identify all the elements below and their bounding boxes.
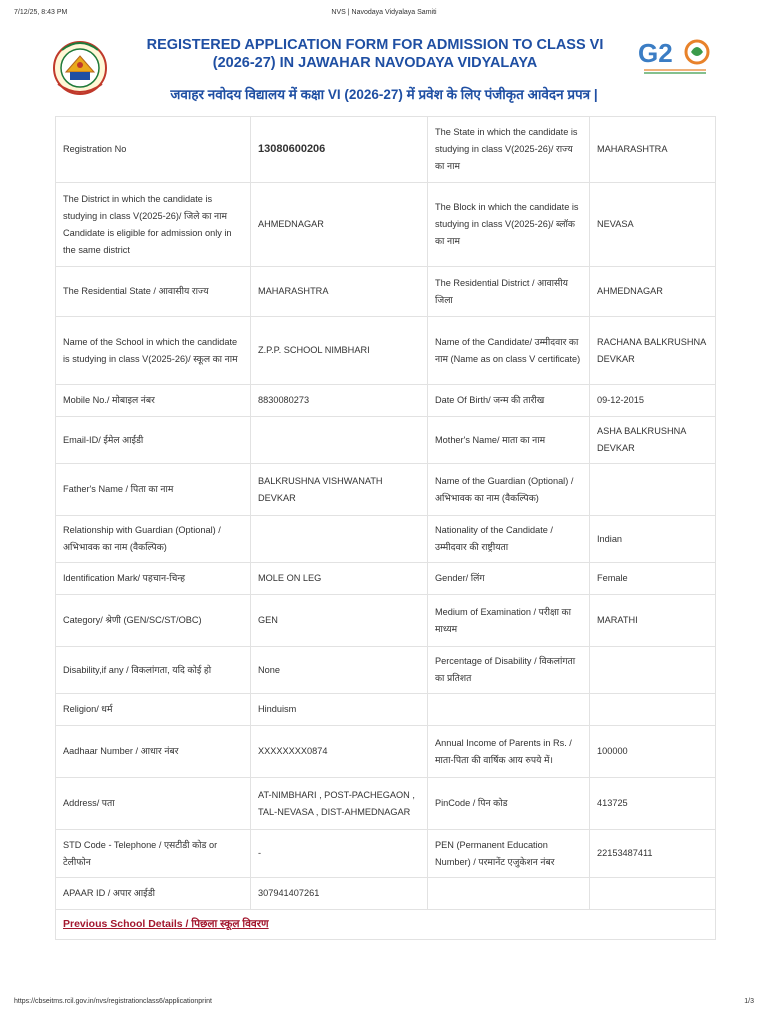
field-label: Father's Name / पिता का नाम — [56, 464, 251, 516]
field-value: MAHARASHTRA — [590, 117, 716, 183]
field-value: AHMEDNAGAR — [590, 267, 716, 317]
field-label: Aadhaar Number / आधार नंबर — [56, 726, 251, 778]
field-label: Name of the School in which the candidate is studying in class V(2025-26)/ स्कूल का नाम — [56, 317, 251, 385]
field-value: 22153487411 — [590, 830, 716, 878]
print-header — [14, 9, 754, 21]
field-value — [590, 694, 716, 726]
form-row — [56, 595, 716, 647]
print-datetime: 7/12/25, 8:43 PM — [14, 9, 68, 16]
field-label: Category/ श्रेणी (GEN/SC/ST/OBC) — [56, 595, 251, 647]
field-label: Name of the Candidate/ उम्मीदवार का नाम (Name as on class V certificate) — [428, 317, 590, 385]
field-label: Registration No — [56, 117, 251, 183]
field-label: The Residential State / आवासीय राज्य — [56, 267, 251, 317]
field-label: Medium of Examination / परीक्षा का माध्यम — [428, 595, 590, 647]
application-form-table — [55, 116, 716, 940]
field-label: PinCode / पिन कोड — [428, 778, 590, 830]
field-value: XXXXXXXX0874 — [251, 726, 428, 778]
field-label: Gender/ लिंग — [428, 563, 590, 595]
field-value: RACHANA BALKRUSHNA DEVKAR — [590, 317, 716, 385]
field-value: MARATHI — [590, 595, 716, 647]
field-label: The Block in which the candidate is studying in class V(2025-26)/ ब्लॉक का नाम — [428, 183, 590, 267]
field-label: The District in which the candidate is studying in class V(2025-26)/ जिले का नाम Candidate is eligible for admission only in the same district — [56, 183, 251, 267]
field-label: The State in which the candidate is studying in class V(2025-26)/ राज्य का नाम — [428, 117, 590, 183]
field-label: The Residential District / आवासीय जिला — [428, 267, 590, 317]
form-row — [56, 830, 716, 878]
form-row — [56, 267, 716, 317]
field-value: 307941407261 — [251, 878, 428, 910]
field-label: Disability,if any / विकलांगता, यदि कोई हो — [56, 647, 251, 694]
field-label: Identification Mark/ पहचान-चिन्ह — [56, 563, 251, 595]
field-value: 13080600206 — [251, 117, 428, 183]
field-value: ASHA BALKRUSHNA DEVKAR — [590, 417, 716, 464]
form-row — [56, 464, 716, 516]
field-label: Mother's Name/ माता का नाम — [428, 417, 590, 464]
previous-school-details-link[interactable]: Previous School Details / पिछला स्कूल विवरण — [63, 918, 269, 930]
field-value — [590, 647, 716, 694]
g20-logo-icon — [636, 34, 716, 78]
field-value: AT-NIMBHARI , POST-PACHEGAON , TAL-NEVASA , DIST-AHMEDNAGAR — [251, 778, 428, 830]
print-page-number: 1/3 — [744, 998, 754, 1005]
field-value: Hinduism — [251, 694, 428, 726]
field-label: Nationality of the Candidate / उम्मीदवार की राष्ट्रीयता — [428, 516, 590, 563]
field-label: STD Code - Telephone / एसटीडी कोड or टेलीफोन — [56, 830, 251, 878]
field-value: 8830080273 — [251, 385, 428, 417]
field-value: BALKRUSHNA VISHWANATH DEVKAR — [251, 464, 428, 516]
form-row — [56, 183, 716, 267]
field-label: Address/ पता — [56, 778, 251, 830]
print-footer — [14, 998, 754, 1010]
form-title-english: REGISTERED APPLICATION FORM FOR ADMISSION TO CLASS VI (2026-27) IN JAWAHAR NAVODAYA VIDYALAYA — [146, 37, 604, 71]
form-title-hindi: जवाहर नवोदय विद्यालय में कक्षा VI (2026-27) में प्रवेश के लिए पंजीकृत आवेदन प्रपत्र | — [170, 87, 598, 102]
field-label: Religion/ धर्म — [56, 694, 251, 726]
field-label: Email-ID/ ईमेल आईडी — [56, 417, 251, 464]
field-label: Percentage of Disability / विकलांगता का प्रतिशत — [428, 647, 590, 694]
form-row — [56, 385, 716, 417]
form-row — [56, 417, 716, 464]
print-url: https://cbseitms.rcil.gov.in/nvs/registrationclass6/applicationprint — [14, 998, 212, 1005]
field-value — [251, 516, 428, 563]
print-page-title: NVS | Navodaya Vidyalaya Samiti — [331, 9, 437, 16]
field-value: AHMEDNAGAR — [251, 183, 428, 267]
field-value: None — [251, 647, 428, 694]
form-row — [56, 778, 716, 830]
field-value: MOLE ON LEG — [251, 563, 428, 595]
form-row — [56, 878, 716, 910]
field-value: 100000 — [590, 726, 716, 778]
field-value: Indian — [590, 516, 716, 563]
form-row — [56, 726, 716, 778]
field-label: APAAR ID / अपार आईडी — [56, 878, 251, 910]
field-value: NEVASA — [590, 183, 716, 267]
field-value — [590, 878, 716, 910]
form-row — [56, 694, 716, 726]
form-row — [56, 117, 716, 183]
field-value: - — [251, 830, 428, 878]
field-value: MAHARASHTRA — [251, 267, 428, 317]
field-value — [251, 417, 428, 464]
field-label: Relationship with Guardian (Optional) / अभिभावक का नाम (वैकल्पिक) — [56, 516, 251, 563]
field-label — [428, 878, 590, 910]
field-value — [590, 464, 716, 516]
field-label: Name of the Guardian (Optional) / अभिभावक का नाम (वैकल्पिक) — [428, 464, 590, 516]
form-row — [56, 563, 716, 595]
field-value: 413725 — [590, 778, 716, 830]
form-row — [56, 317, 716, 385]
field-value: 09-12-2015 — [590, 385, 716, 417]
form-row — [56, 647, 716, 694]
form-row — [56, 516, 716, 563]
field-value: Female — [590, 563, 716, 595]
field-label: PEN (Permanent Education Number) / परमानेंट एजुकेशन नंबर — [428, 830, 590, 878]
previous-school-row — [56, 910, 716, 940]
field-label — [428, 694, 590, 726]
field-label: Mobile No./ मोबाइल नंबर — [56, 385, 251, 417]
field-label: Annual Income of Parents in Rs. / माता-पिता की वार्षिक आय रुपये में। — [428, 726, 590, 778]
field-value: GEN — [251, 595, 428, 647]
svg-text:G2: G2 — [638, 38, 673, 68]
field-value: Z.P.P. SCHOOL NIMBHARI — [251, 317, 428, 385]
field-label: Date Of Birth/ जन्म की तारीख — [428, 385, 590, 417]
